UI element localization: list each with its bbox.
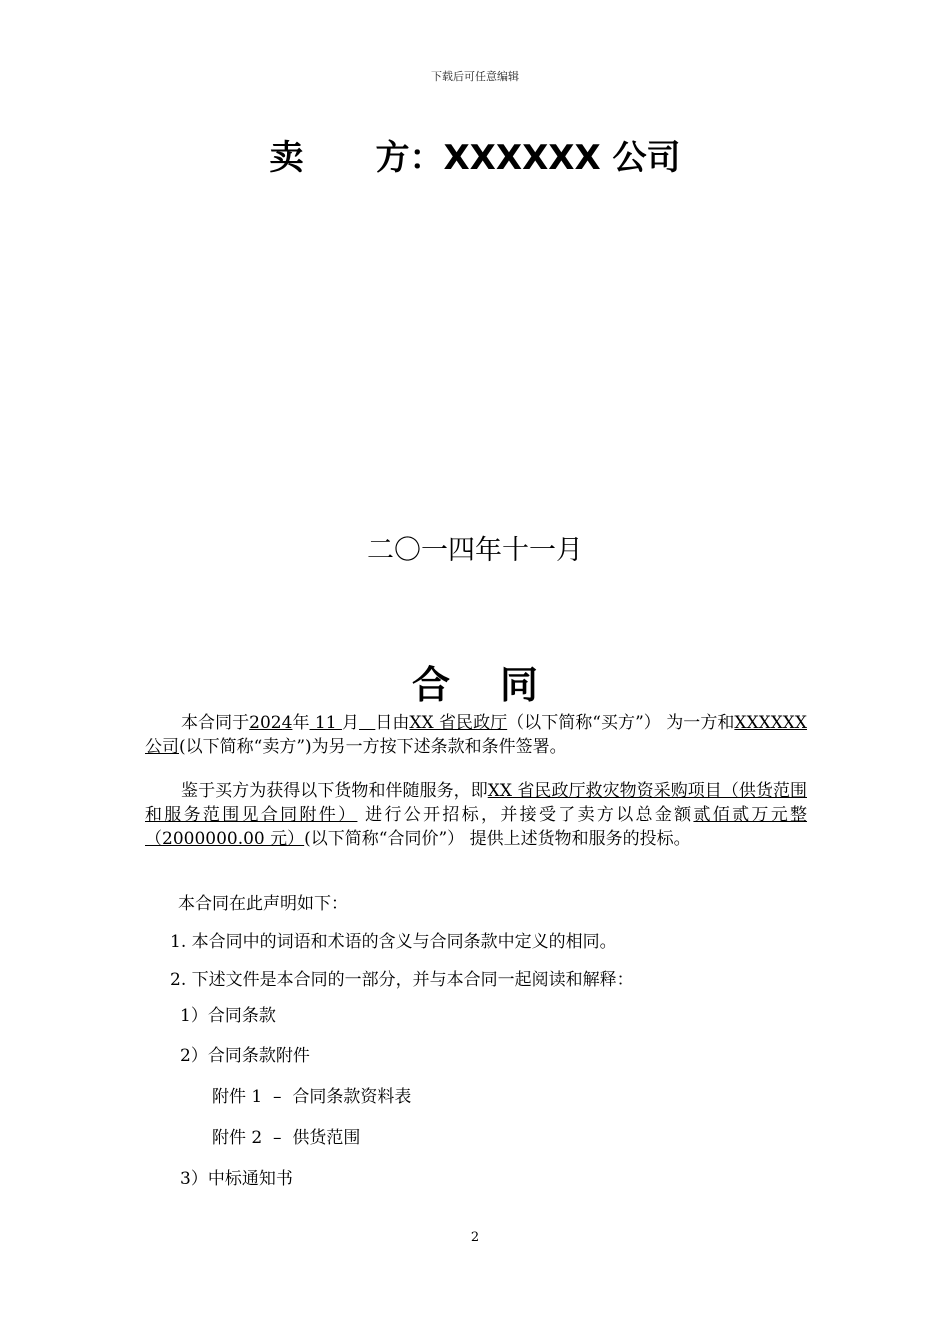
seller-name: XXXXXX 公司 [443,138,681,178]
paragraph-project: 鉴于买方为获得以下货物和伴随服务，即XX 省民政厅救灾物资采购项目（供货范围和服务范围见合同附件） 进行公开招标，并接受了卖方以总金额贰佰贰万元整（2000000.00 元）(以下简称“合同价”） 提供上述货物和服务的投标。 [145,781,808,849]
seller-name-inline: XXXXXX 公司 [145,713,808,757]
sub-item: 2）合同条款附件 [180,1046,310,1066]
contract-amount: 贰佰贰万元整（2000000.00 元） [145,805,808,849]
sub-item: 1）合同条款 [180,1006,276,1026]
buyer-name: XX 省民政厅 [409,713,508,733]
declaration: 本合同在此声明如下： [178,894,348,914]
project-name: XX 省民政厅救灾物资采购项目（供货范围和服务范围见合同附件） [145,781,807,825]
attachment-item: 附件 1 – 合同条款资料表 [212,1087,412,1107]
contract-year: 2024 [249,713,293,733]
page-number: 2 [470,1230,480,1245]
list-item: 2. 下述文件是本合同的一部分，并与本合同一起阅读和解释： [170,970,634,990]
paragraph-parties: 本合同于2024年 11 月 日由XX 省民政厅（以下简称“买方”） 为一方和XXXXXX 公司(以下简称“卖方”)为另一方按下述条款和条件签署。 [145,713,808,757]
attachment-item: 附件 2 – 供货范围 [212,1128,361,1148]
header-note: 下载后可任意编辑 [431,70,519,83]
seller-label-2: 方： [375,138,444,178]
contract-title [0,654,950,709]
contract-day [359,713,375,733]
cover-date: 二〇一四年十一月 [367,535,583,566]
seller-label: 卖 [269,138,304,178]
contract-month: 11 [309,713,342,733]
list-item: 1. 本合同中的词语和术语的含义与合同条款中定义的相同。 [170,932,617,952]
seller-line [0,130,950,179]
sub-item: 3）中标通知书 [180,1169,293,1189]
contract-title-a: 合 [411,663,450,707]
contract-title-b: 同 [500,663,539,707]
